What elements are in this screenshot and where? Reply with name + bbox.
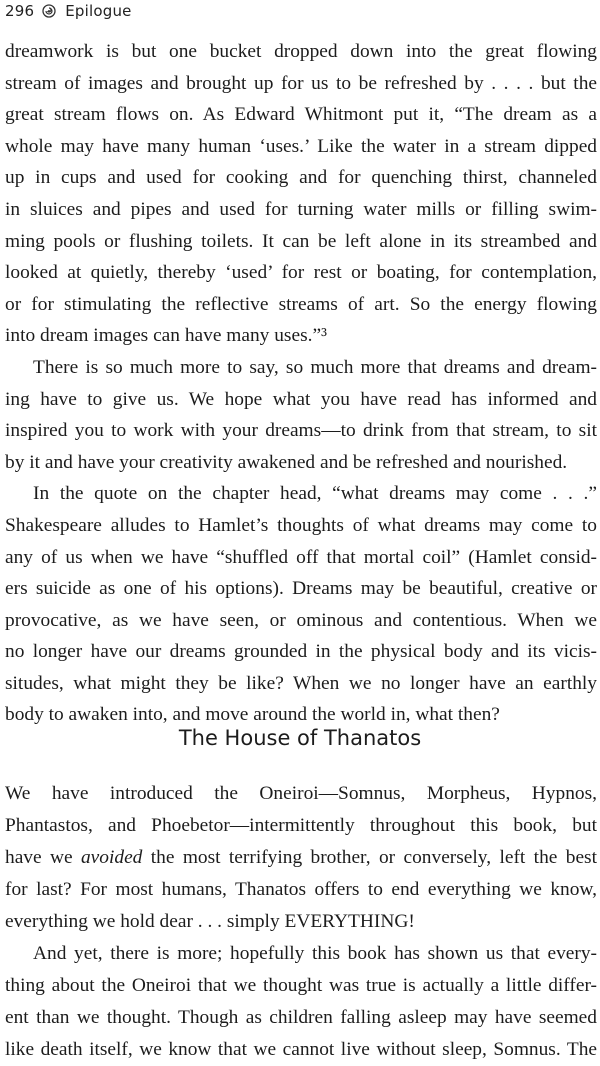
text-line: great stream flows on. As Edward Whitmont put it, “The dream as a (5, 104, 597, 126)
body-text-top (5, 36, 597, 731)
text-line: everything we hold dear . . . simply EVERYTHING! (5, 911, 415, 932)
text-line: provocative, as we have seen, or ominous and contentious. When we (5, 609, 597, 631)
text-line: any of us when we have “shuffled off that mortal coil” (Hamlet consid- (5, 546, 597, 568)
text-line: body to awaken into, and move around the world in, what then? (5, 704, 500, 726)
emphasis: avoided (80, 847, 143, 868)
text-line: stream of images and brought up for us to be refreshed by . . . . but the (5, 72, 597, 94)
text-line: dreamwork is but one bucket dropped down into the great flowing (5, 41, 597, 62)
text-line: Phantastos, and Phoebetor—intermittently throughout this book, but (5, 815, 597, 836)
text-line: thing about the Oneiroi that we thought was true is actually a little differ- (5, 975, 597, 996)
text-line: no longer have our dreams grounded in the physical body and its vicis- (5, 641, 597, 663)
text-line: We have introduced the Oneiroi—Somnus, Morpheus, Hypnos, (5, 783, 597, 804)
text-line: Shakespeare alludes to Hamlet’s thoughts of what dreams may come to (5, 514, 597, 536)
page-number: 296 (5, 2, 35, 20)
text-line: whole may have many human ‘uses.’ Like the water in a stream dipped (5, 135, 597, 157)
paragraph (5, 352, 597, 478)
text-line: situdes, what might they be like? When we no longer have an earthly (5, 672, 597, 694)
text-line: ing have to give us. We hope what you have read has informed and (5, 388, 597, 410)
body-text-bottom (5, 778, 597, 1066)
text-line: like death itself, we know that we cannot live without sleep, Somnus. The (5, 1039, 597, 1060)
text-line: There is so much more to say, so much more that dreams and dream- (33, 356, 597, 378)
running-head (5, 0, 132, 22)
text-line: into dream images can have many uses.”³ (5, 325, 327, 347)
text-line: in sluices and pipes and used for turning water mills or filling swim- (5, 198, 597, 220)
text-line: inspired you to work with your dreams—to drink from that stream, to sit (5, 420, 597, 442)
text-line: looked at quietly, thereby ‘used’ for rest or boating, for contemplation, (5, 262, 597, 284)
text-line: or for stimulating the reflective streams of art. So the energy flowing (5, 293, 597, 315)
text-line: ming pools or flushing toilets. It can be left alone in its streambed and (5, 230, 597, 252)
text-line: up in cups and used for cooking and for quenching thirst, channeled (5, 167, 597, 189)
text-line: And yet, there is more; hopefully this book has shown us that every- (33, 943, 597, 964)
paragraph (5, 938, 597, 1066)
paragraph (5, 778, 597, 938)
section-title: Epilogue (65, 2, 132, 20)
paragraph (5, 478, 597, 731)
text-line: have we avoided the most terrifying brother, or conversely, left the best (5, 847, 597, 868)
paragraph (5, 36, 597, 352)
text-line: by it and have your creativity awakened and be refreshed and nourished. (5, 451, 568, 473)
text-line: ent than we thought. Though as children falling asleep may have seemed (5, 1007, 597, 1028)
text-line: for last? For most humans, Thanatos offers to end everything we know, (5, 879, 597, 900)
section-heading: The House of Thanatos (178, 726, 422, 750)
text-line: ers suicide as one of his options). Dreams may be beautiful, creative or (5, 578, 597, 600)
spiral-ornament-icon (42, 4, 56, 18)
text-line: In the quote on the chapter head, “what dreams may come . . .” (33, 483, 597, 505)
